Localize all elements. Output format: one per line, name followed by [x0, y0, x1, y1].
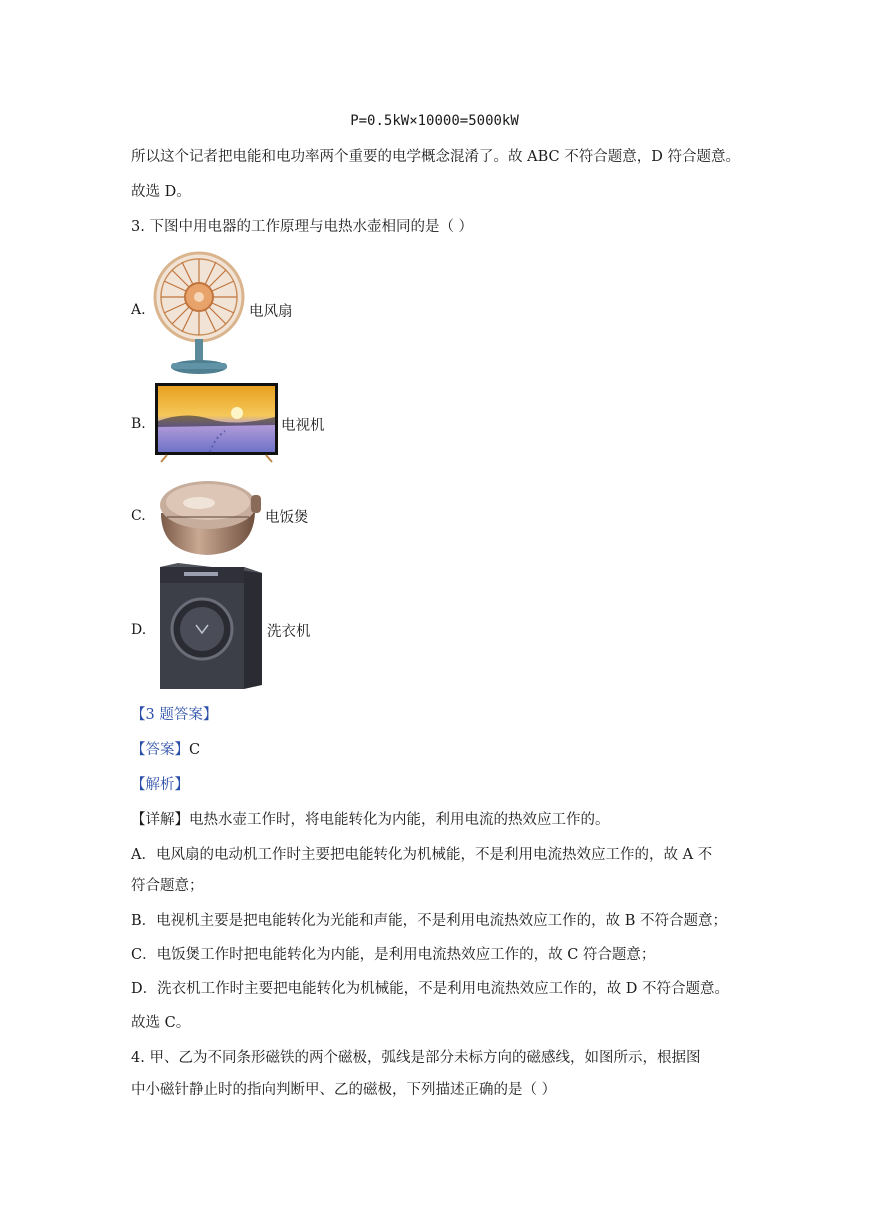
option-a-letter: A. — [131, 302, 146, 318]
analysis-tag: 【解析】 — [131, 777, 189, 793]
option-b-name: 电视机 — [281, 418, 325, 434]
detail-text: 电热水壶工作时，将电能转化为内能，利用电流的热效应工作的。 — [189, 812, 610, 828]
option-c-letter: C. — [131, 508, 146, 524]
detail-tag: 【详解】 — [131, 812, 189, 828]
analysis-option-a-line2: 符合题意； — [131, 878, 204, 894]
option-c-name: 电饭煲 — [265, 510, 309, 526]
paragraph-conclusion: 所以这个记者把电能和电功率两个重要的电学概念混淆了。故 ABC 不符合题意，D 符合题意。 — [131, 149, 740, 165]
formula: P=0.5kW×10000=5000kW — [350, 113, 519, 129]
question-4-line2: 中小磁针静止时的指向判断甲、乙的磁极，下列描述正确的是（ ） — [131, 1082, 557, 1098]
television-icon — [155, 383, 278, 463]
analysis-option-a-line1: A．电风扇的电动机工作时主要把电能转化为机械能，不是利用电流热效应工作的，故 A 不 — [131, 847, 713, 863]
question-4-line1: 4. 甲、乙为不同条形磁铁的两个磁极，弧线是部分未标方向的磁感线，如图所示，根据图 — [131, 1050, 701, 1066]
analysis-option-b: B．电视机主要是把电能转化为光能和声能，不是利用电流热效应工作的，故 B 不符合题意； — [131, 913, 728, 929]
option-b-letter: B. — [131, 416, 146, 432]
washing-machine-icon — [158, 563, 264, 691]
answer-value: C — [189, 742, 201, 758]
choose-answer-line: 故选 D。 — [131, 184, 191, 200]
question-3-stem: 3. 下图中用电器的工作原理与电热水壶相同的是（ ） — [131, 219, 474, 235]
analysis-option-d: D．洗衣机工作时主要把电能转化为机械能，不是利用电流热效应工作的，故 D 不符合题意。 — [131, 981, 729, 997]
choose-answer-q3: 故选 C。 — [131, 1015, 191, 1031]
option-d-letter: D. — [131, 622, 147, 638]
detail-line — [131, 810, 610, 830]
answer-tag: 【答案】 — [131, 742, 189, 758]
answer-line — [131, 740, 200, 760]
option-d-name: 洗衣机 — [267, 624, 311, 640]
analysis-option-c: C．电饭煲工作时把电能转化为内能，是利用电流热效应工作的，故 C 符合题意； — [131, 947, 656, 963]
electric-fan-icon — [152, 245, 248, 379]
answer-header-q3: 【3 题答案】 — [131, 707, 218, 723]
option-a-name: 电风扇 — [249, 304, 293, 320]
rice-cooker-icon — [157, 473, 264, 557]
